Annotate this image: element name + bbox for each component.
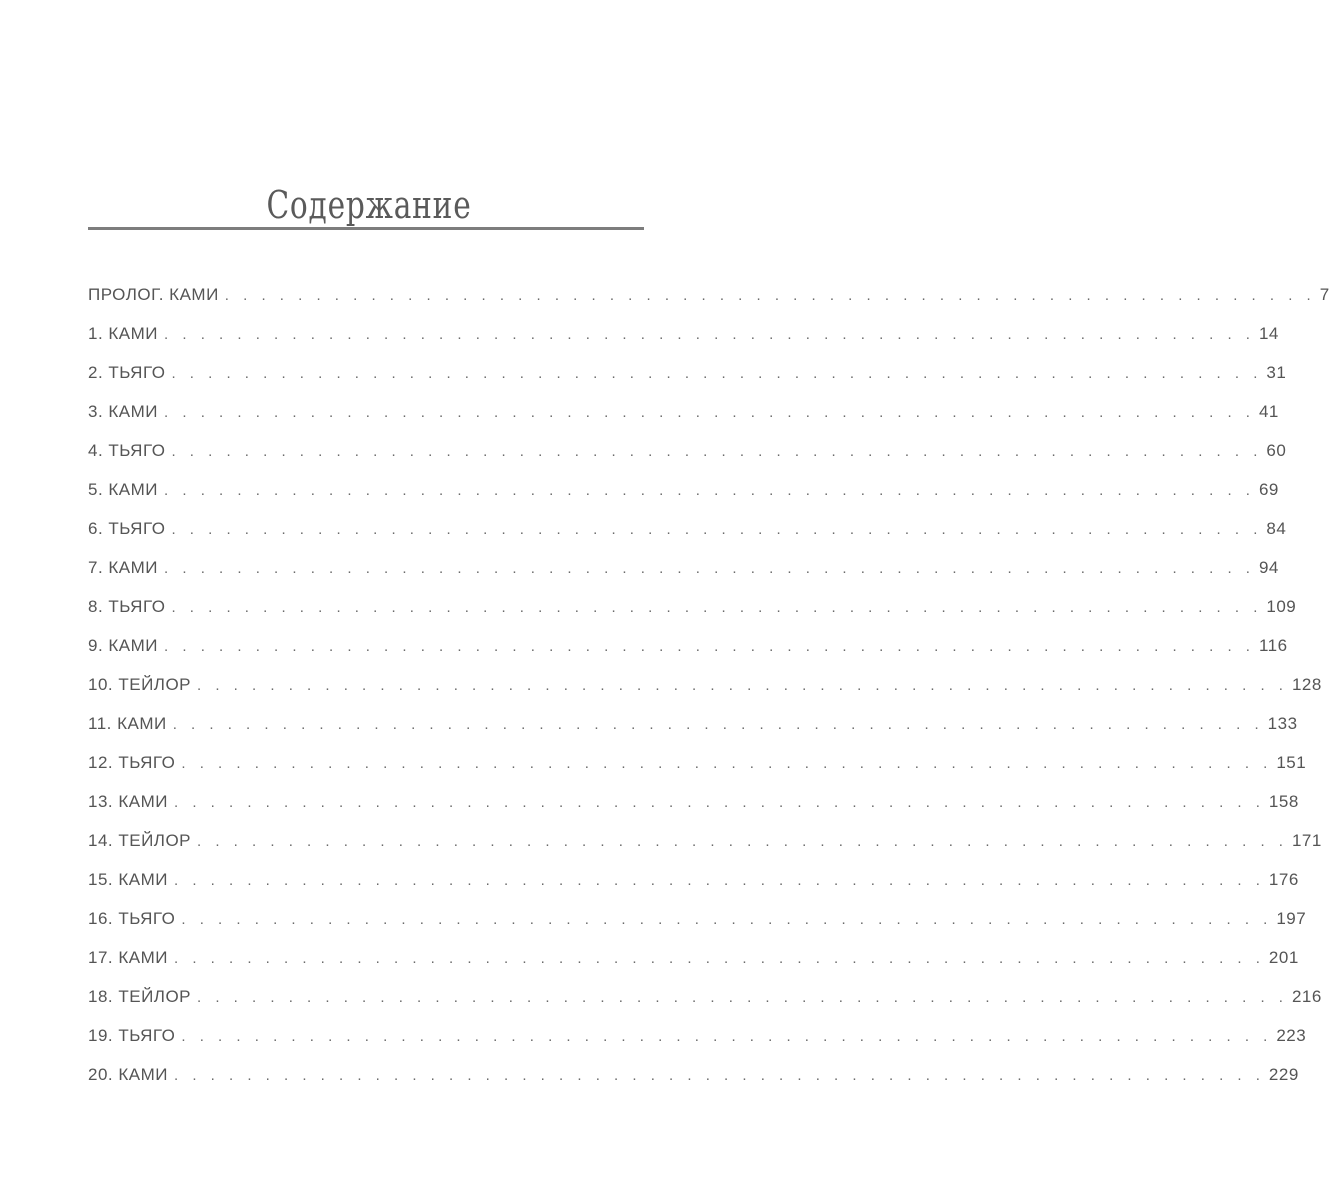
toc-entry-page: 94 bbox=[1258, 558, 1279, 577]
toc-entry-12[interactable] bbox=[88, 753, 1307, 792]
dot-leader: . . . . . . . . . . . . . . . . . . . . . . . . . . . . . . . . . . . . . . . . . . . . . . . . . . . . . . . . . . . . bbox=[173, 950, 1265, 967]
toc-entry-page: 197 bbox=[1276, 909, 1307, 928]
toc-entry-label: 3. КАМИ bbox=[88, 402, 159, 421]
dot-leader: . . . . . . . . . . . . . . . . . . . . . . . . . . . . . . . . . . . . . . . . . . . . . . . . . . . . . . . . . . . . bbox=[173, 1067, 1265, 1084]
dot-leader: . . . . . . . . . . . . . . . . . . . . . . . . . . . . . . . . . . . . . . . . . . . . . . . . . . . . . . . . . . . . bbox=[171, 365, 1263, 382]
title-divider bbox=[88, 227, 644, 230]
dot-leader: . . . . . . . . . . . . . . . . . . . . . . . . . . . . . . . . . . . . . . . . . . . . . . . . . . . . . . . . . . . . bbox=[181, 1028, 1273, 1045]
toc-entry-page: 133 bbox=[1267, 714, 1298, 733]
toc-entry-label: 16. ТЬЯГО bbox=[88, 909, 176, 928]
dot-leader: . . . . . . . . . . . . . . . . . . . . . . . . . . . . . . . . . . . . . . . . . . . . . . . . . . . . . . . . . . . . bbox=[164, 404, 1255, 421]
toc-entry-label: 11. КАМИ bbox=[88, 714, 167, 733]
dot-leader: . . . . . . . . . . . . . . . . . . . . . . . . . . . . . . . . . . . . . . . . . . . . . . . . . . . . . . . . . . . . bbox=[164, 560, 1255, 577]
dot-leader: . . . . . . . . . . . . . . . . . . . . . . . . . . . . . . . . . . . . . . . . . . . . . . . . . . . . . . . . . . . . bbox=[224, 287, 1316, 304]
toc-entry-8[interactable] bbox=[88, 597, 1297, 636]
toc-entry-page: 84 bbox=[1266, 519, 1287, 538]
toc-entry-17[interactable] bbox=[88, 948, 1299, 987]
toc-entry-label: 1. КАМИ bbox=[88, 324, 159, 343]
toc-entry-13[interactable] bbox=[88, 792, 1299, 831]
toc-entry-1[interactable] bbox=[88, 324, 1279, 363]
toc-entry-page: 151 bbox=[1276, 753, 1307, 772]
toc-entry-label: 15. КАМИ bbox=[88, 870, 168, 889]
toc-entry-label: 14. ТЕЙЛОР bbox=[88, 831, 192, 850]
toc-entry-label: 9. КАМИ bbox=[88, 636, 159, 655]
dot-leader: . . . . . . . . . . . . . . . . . . . . . . . . . . . . . . . . . . . . . . . . . . . . . . . . . . . . . . . . . . . . bbox=[164, 638, 1255, 655]
toc-entry-7[interactable] bbox=[88, 558, 1279, 597]
toc-entry-page: 41 bbox=[1258, 402, 1279, 421]
toc-entry-label: 8. ТЬЯГО bbox=[88, 597, 166, 616]
page-title: Содержание bbox=[266, 183, 472, 228]
toc-entry-page: 31 bbox=[1266, 363, 1287, 382]
toc-entry-9[interactable] bbox=[88, 636, 1288, 675]
toc-entry-label: 6. ТЬЯГО bbox=[88, 519, 166, 538]
toc-entry-label: 20. КАМИ bbox=[88, 1065, 168, 1084]
toc-entry-15[interactable] bbox=[88, 870, 1299, 909]
toc-entry-page: 223 bbox=[1276, 1026, 1307, 1045]
toc-entry-label: 5. КАМИ bbox=[88, 480, 159, 499]
dot-leader: . . . . . . . . . . . . . . . . . . . . . . . . . . . . . . . . . . . . . . . . . . . . . . . . . . . . . . . . . . . . bbox=[197, 833, 1288, 850]
dot-leader: . . . . . . . . . . . . . . . . . . . . . . . . . . . . . . . . . . . . . . . . . . . . . . . . . . . . . . . . . . . . bbox=[173, 794, 1265, 811]
toc-entry-label: 2. ТЬЯГО bbox=[88, 363, 166, 382]
toc-entry-11[interactable] bbox=[88, 714, 1298, 753]
dot-leader: . . . . . . . . . . . . . . . . . . . . . . . . . . . . . . . . . . . . . . . . . . . . . . . . . . . . . . . . . . . . bbox=[197, 677, 1288, 694]
toc-entry-label: 7. КАМИ bbox=[88, 558, 159, 577]
toc-entry-page: 176 bbox=[1268, 870, 1299, 889]
toc-entry-label: 13. КАМИ bbox=[88, 792, 168, 811]
toc-entry-page: 7 bbox=[1319, 285, 1330, 304]
dot-leader: . . . . . . . . . . . . . . . . . . . . . . . . . . . . . . . . . . . . . . . . . . . . . . . . . . . . . . . . . . . . bbox=[171, 443, 1263, 460]
toc-entry-page: 171 bbox=[1291, 831, 1322, 850]
toc-entry-page: 116 bbox=[1258, 636, 1288, 655]
toc-entry-label: 4. ТЬЯГО bbox=[88, 441, 166, 460]
toc-entry-label: 10. ТЕЙЛОР bbox=[88, 675, 192, 694]
toc-entry-19[interactable] bbox=[88, 1026, 1307, 1065]
toc-entry-4[interactable] bbox=[88, 441, 1287, 480]
dot-leader: . . . . . . . . . . . . . . . . . . . . . . . . . . . . . . . . . . . . . . . . . . . . . . . . . . . . . . . . . . . . bbox=[181, 911, 1273, 928]
toc-entry-page: 60 bbox=[1266, 441, 1287, 460]
toc-entry-page: 158 bbox=[1268, 792, 1299, 811]
dot-leader: . . . . . . . . . . . . . . . . . . . . . . . . . . . . . . . . . . . . . . . . . . . . . . . . . . . . . . . . . . . . bbox=[164, 326, 1255, 343]
toc-entry-20[interactable] bbox=[88, 1065, 1299, 1104]
toc-entry-16[interactable] bbox=[88, 909, 1307, 948]
toc-entry-label: 18. ТЕЙЛОР bbox=[88, 987, 192, 1006]
toc-entry-label: 19. ТЬЯГО bbox=[88, 1026, 176, 1045]
toc-entry-page: 201 bbox=[1268, 948, 1299, 967]
toc-entry-page: 229 bbox=[1268, 1065, 1299, 1084]
toc-entry-page: 14 bbox=[1258, 324, 1279, 343]
toc-entry-page: 109 bbox=[1266, 597, 1297, 616]
toc-entry-10[interactable] bbox=[88, 675, 1322, 714]
toc-entry-prologue[interactable] bbox=[88, 285, 1330, 324]
toc-entry-page: 128 bbox=[1291, 675, 1322, 694]
toc-entry-label: 12. ТЬЯГО bbox=[88, 753, 176, 772]
toc-entry-5[interactable] bbox=[88, 480, 1279, 519]
dot-leader: . . . . . . . . . . . . . . . . . . . . . . . . . . . . . . . . . . . . . . . . . . . . . . . . . . . . . . . . . . . . bbox=[181, 755, 1273, 772]
toc-entry-6[interactable] bbox=[88, 519, 1287, 558]
toc-entry-3[interactable] bbox=[88, 402, 1279, 441]
dot-leader: . . . . . . . . . . . . . . . . . . . . . . . . . . . . . . . . . . . . . . . . . . . . . . . . . . . . . . . . . . . . bbox=[164, 482, 1255, 499]
toc-entry-page: 216 bbox=[1291, 987, 1322, 1006]
toc-entry-page: 69 bbox=[1258, 480, 1279, 499]
dot-leader: . . . . . . . . . . . . . . . . . . . . . . . . . . . . . . . . . . . . . . . . . . . . . . . . . . . . . . . . . . . . bbox=[173, 872, 1265, 889]
table-of-contents bbox=[88, 285, 1330, 1104]
dot-leader: . . . . . . . . . . . . . . . . . . . . . . . . . . . . . . . . . . . . . . . . . . . . . . . . . . . . . . . . . . . . bbox=[171, 599, 1263, 616]
toc-entry-label: ПРОЛОГ. КАМИ bbox=[88, 285, 219, 304]
toc-entry-14[interactable] bbox=[88, 831, 1322, 870]
toc-entry-18[interactable] bbox=[88, 987, 1322, 1026]
dot-leader: . . . . . . . . . . . . . . . . . . . . . . . . . . . . . . . . . . . . . . . . . . . . . . . . . . . . . . . . . . . . bbox=[172, 716, 1264, 733]
dot-leader: . . . . . . . . . . . . . . . . . . . . . . . . . . . . . . . . . . . . . . . . . . . . . . . . . . . . . . . . . . . . bbox=[171, 521, 1263, 538]
toc-entry-2[interactable] bbox=[88, 363, 1287, 402]
dot-leader: . . . . . . . . . . . . . . . . . . . . . . . . . . . . . . . . . . . . . . . . . . . . . . . . . . . . . . . . . . . . bbox=[197, 989, 1288, 1006]
toc-entry-label: 17. КАМИ bbox=[88, 948, 168, 967]
